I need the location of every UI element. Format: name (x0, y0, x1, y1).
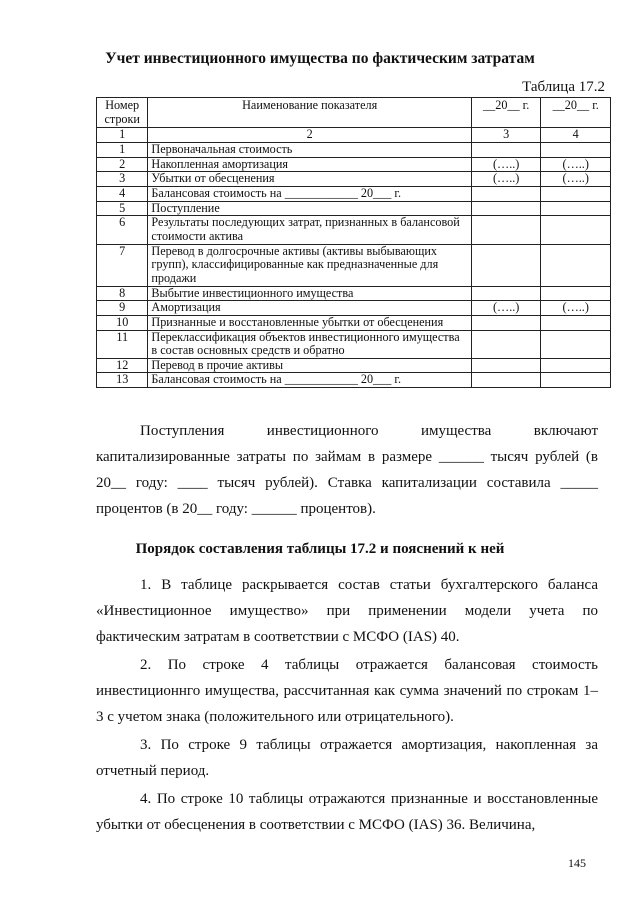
body-paragraph: 4. По строке 10 таблицы отражаются признанные и восстановленные убытки от обесценения в соответствии с МСФО (IAS) 36. Величина, (96, 791, 598, 833)
row-value-year-1 (471, 373, 541, 388)
table-row (97, 186, 611, 201)
header-indicator-name: Наименование показателя (148, 98, 472, 128)
row-number: 1 (97, 142, 148, 157)
row-value-year-1 (471, 142, 541, 157)
table-row (97, 157, 611, 172)
table-row (97, 358, 611, 373)
row-number: 3 (97, 172, 148, 187)
table-row (97, 330, 611, 358)
row-name: Выбытие инвестиционного имущества (148, 286, 472, 301)
numbering-cell: 2 (148, 128, 472, 143)
table-header-row (97, 98, 611, 128)
header-year-2: __20__ г. (541, 98, 611, 128)
row-value-year-2: (…..) (541, 172, 611, 187)
row-number: 11 (97, 330, 148, 358)
table-row (97, 373, 611, 388)
table-row (97, 301, 611, 316)
row-value-year-2 (541, 315, 611, 330)
row-value-year-1 (471, 244, 541, 286)
table-numbering-row (97, 128, 611, 143)
row-name: Перевод в прочие активы (148, 358, 472, 373)
row-value-year-2 (541, 186, 611, 201)
row-value-year-2 (541, 201, 611, 216)
row-value-year-2: (…..) (541, 157, 611, 172)
row-number: 6 (97, 216, 148, 244)
row-number: 10 (97, 315, 148, 330)
table-row (97, 315, 611, 330)
body-paragraph: 1. В таблице раскрывается состав статьи бухгалтерского баланса «Инвестиционное имущество» при применении модели учета по фактическим затратам в соответствии с МСФО (IAS) 40. (96, 577, 598, 645)
row-value-year-1: (…..) (471, 172, 541, 187)
row-number: 8 (97, 286, 148, 301)
table-row (97, 244, 611, 286)
row-number: 5 (97, 201, 148, 216)
row-name: Первоначальная стоимость (148, 142, 472, 157)
row-value-year-1 (471, 315, 541, 330)
section-title: Порядок составления таблицы 17.2 и пояснений к ней (135, 541, 505, 557)
numbering-cell: 1 (97, 128, 148, 143)
row-number: 4 (97, 186, 148, 201)
header-year-1: __20__ г. (471, 98, 541, 128)
row-value-year-1 (471, 358, 541, 373)
row-value-year-2 (541, 358, 611, 373)
row-value-year-1: (…..) (471, 157, 541, 172)
row-value-year-2 (541, 244, 611, 286)
row-value-year-2 (541, 286, 611, 301)
row-value-year-1 (471, 186, 541, 201)
row-value-year-1 (471, 216, 541, 244)
row-name: Признанные и восстановленные убытки от обесценения (148, 315, 472, 330)
row-name: Результаты последующих затрат, признанных в балансовой стоимости актива (148, 216, 472, 244)
row-name: Убытки от обесценения (148, 172, 472, 187)
row-value-year-2 (541, 330, 611, 358)
page-number: 145 (568, 856, 586, 870)
numbering-cell: 4 (541, 128, 611, 143)
row-name: Поступление (148, 201, 472, 216)
row-value-year-1 (471, 330, 541, 358)
numbering-cell: 3 (471, 128, 541, 143)
row-number: 13 (97, 373, 148, 388)
row-name: Балансовая стоимость на ____________ 20___ г. (148, 186, 472, 201)
row-value-year-2 (541, 373, 611, 388)
investment-property-table (96, 97, 611, 388)
row-value-year-2: (…..) (541, 301, 611, 316)
row-name: Балансовая стоимость на ____________ 20___ г. (148, 373, 472, 388)
row-name: Накопленная амортизация (148, 157, 472, 172)
body-paragraph: 3. По строке 9 таблицы отражается амортизация, накопленная за отчетный период. (96, 737, 598, 779)
table-label: Таблица 17.2 (522, 79, 605, 95)
row-number: 2 (97, 157, 148, 172)
header-row-number: Номер строки (97, 98, 148, 128)
row-value-year-2 (541, 142, 611, 157)
table-row (97, 142, 611, 157)
capitalized-borrowing-costs-paragraph: Поступления инвестиционного имущества включают капитализированные затраты по займам в размере ______ тысяч рублей (в 20__ году: ____ тысяч рублей). Ставка капитализации составила _____ процентов (в 20__ году: ______ процентов). (96, 423, 598, 517)
row-number: 12 (97, 358, 148, 373)
table-row (97, 286, 611, 301)
row-name: Перевод в долгосрочные активы (активы выбывающих групп), классифицированные как предназначенные для продажи (148, 244, 472, 286)
row-value-year-1 (471, 286, 541, 301)
row-value-year-1: (…..) (471, 301, 541, 316)
table-row (97, 201, 611, 216)
table-row (97, 216, 611, 244)
row-name: Амортизация (148, 301, 472, 316)
row-value-year-2 (541, 216, 611, 244)
row-number: 9 (97, 301, 148, 316)
row-number: 7 (97, 244, 148, 286)
table-row (97, 172, 611, 187)
document-title: Учет инвестиционного имущества по фактическим затратам (105, 50, 535, 67)
row-value-year-1 (471, 201, 541, 216)
row-name: Переклассификация объектов инвестиционного имущества в состав основных средств и обратно (148, 330, 472, 358)
body-paragraph: 2. По строке 4 таблицы отражается балансовая стоимость инвестиционнго имущества, рассчитанная как сумма значений по строкам 1–3 с учетом знака (положительного или отрицательного). (96, 657, 598, 725)
